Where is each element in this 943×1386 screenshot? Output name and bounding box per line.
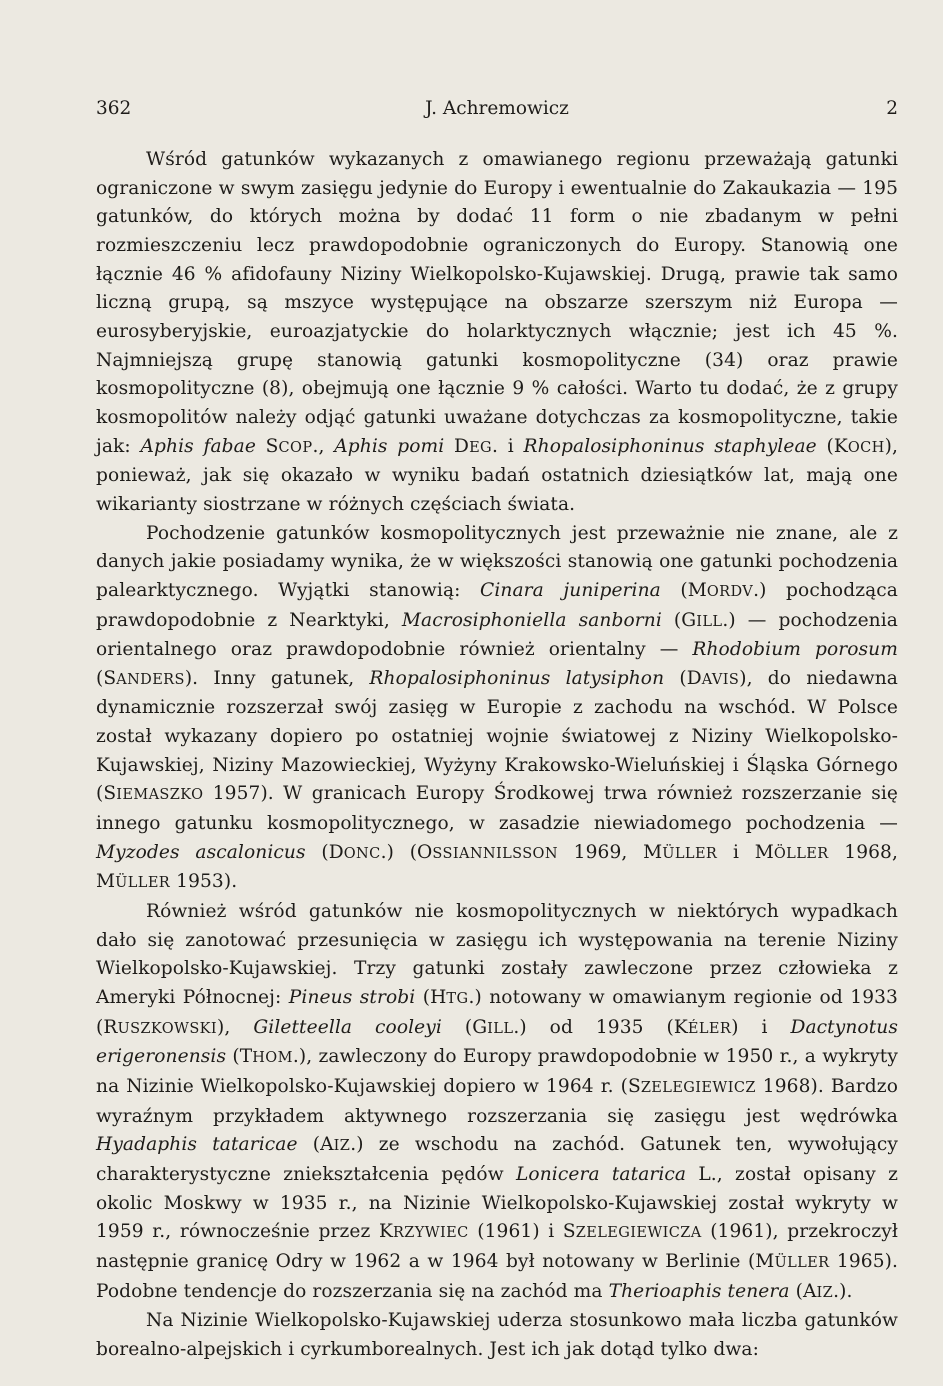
- species-name: Rhopalosiphoninus staphyleae: [523, 435, 817, 457]
- author-name: ONC: [343, 845, 381, 862]
- species-name: Rhodobium porosum: [692, 639, 898, 661]
- text-run: . i: [492, 435, 524, 457]
- species-name: Pineus strobi: [288, 987, 416, 1009]
- author-name: AVIS: [701, 671, 740, 688]
- author-name: HOM: [252, 1050, 293, 1067]
- species-name: Aphis pomi: [334, 435, 445, 457]
- species-name: Giletteella cooleyi: [253, 1016, 442, 1038]
- text-run: Pochodzenie gatunków kosmopolitycznych jest przeważnie nie znane, ale z danych jakie posiadamy wynika, że w większości stanowią one gatunki pochodzenia palearktycznego. Wyjątki stanowią:: [96, 522, 898, 601]
- text-run: Na Nizinie Wielkopolsko-Kujawskiej uderza stosunkowo mała liczba gatunków borealno-alpejskich i cyrkumborealnych. Jest ich jak dotąd tylko dwa:: [96, 1310, 898, 1360]
- author-name: ÜLLER: [774, 1254, 830, 1271]
- text-run: .) notowany w omawianym regionie od 1933 (R: [96, 987, 898, 1038]
- text-run: .,: [312, 435, 335, 457]
- paragraph: [96, 898, 898, 1307]
- text-run: (1961) i S: [468, 1221, 576, 1243]
- author-name: ÉLER: [687, 1020, 732, 1037]
- body-text: [96, 146, 898, 1365]
- text-run: (A: [297, 1134, 334, 1156]
- text-run: (1961), przekroczył następnie granicę Odry w 1962 a w 1964 był notowany w Berlinie (M: [96, 1221, 899, 1272]
- author-name: ANDERS: [116, 671, 185, 688]
- author-name: RZYWIEC: [392, 1225, 469, 1242]
- text-run: ), do niedawna dynamicznie rozszerzał swój zasięg w Europie z zachodu na wschód. W Polsce został wykazany dopiero po ostatniej wojnie światowej z Niziny Wielkopolsko-Kujawskiej, Niziny Mazowieckiej, Wyżyny Krakowsko-Wieluńskiej i Śląska Górnego (S: [96, 667, 898, 805]
- text-run: (D: [305, 841, 344, 863]
- text-run: (G: [661, 609, 697, 631]
- author-name: ORDV: [706, 583, 754, 600]
- species-name: Rhopalosiphoninus latysiphon: [369, 667, 665, 689]
- text-run: ), ponieważ, jak się okazało w wyniku badań ostatnich dziesiątków lat, mają one wikarianty siostrzane w różnych częściach świata.: [96, 435, 899, 515]
- text-run: .), zawleczony do Europy prawdopodobnie w 1950 r., a wykryty na Nizinie Wielkopolsko-Kujawskiej dopiero w 1964 r. (S: [96, 1046, 898, 1097]
- text-run: (T: [226, 1046, 253, 1068]
- author-name: ZELEGIEWICZ: [640, 1080, 756, 1096]
- text-run: L., został opisany z okolic Moskwy w 1935 r., na Nizinie Wielkopolsko-Kujawskiej został wykryty w 1959 r., równocześnie przez K: [96, 1163, 898, 1243]
- author-name: ZELEGIEWICZA: [575, 1225, 702, 1242]
- author-name: COP: [278, 439, 313, 456]
- text-run: S: [255, 435, 279, 457]
- text-run: 1953).: [170, 871, 238, 893]
- page-number: 362: [96, 98, 132, 119]
- text-run: 1968, M: [96, 841, 899, 893]
- text-run: (M: [660, 579, 707, 601]
- paragraph: [96, 520, 898, 899]
- text-run: ),: [217, 1016, 254, 1038]
- text-run: Wśród gatunków wykazanych z omawianego regionu przeważają gatunki ograniczone w swym zasięgu jedynie do Europy i ewentualnie do Zakaukazia — 195 gatunków, do których można by dodać 11 form o nie zbadanym w pełni rozmieszczeniu lecz prawdopodobnie ograniczonych do Europy. Stanowią one łącznie 46 % afidofauny Niziny Wielkopolsko-Kujawskiej. Drugą, prawie tak samo liczną grupą, są mszyce występujące na obszarze szerszym niż Europa — eurosyberyjskie, euroazjatyckie do holarktycznych włącznie; jest ich 45 %. Najmniejszą grupę stanowią gatunki kosmopolityczne (34) oraz prawie kosmopolityczne (8), obejmują one łącznie 9 % całości. Warto tu dodać, że z grupy kosmopolitów należy odjąć gatunki uważane dotychczas za kosmopolityczne, takie jak:: [96, 149, 898, 457]
- author-name: ÜLLER: [662, 845, 718, 862]
- species-name: Cinara juniperina: [480, 579, 661, 601]
- author-name: SSIANNILSSON: [432, 845, 558, 862]
- author-name: ÖLLER: [773, 845, 829, 862]
- text-run: i M: [717, 841, 774, 863]
- species-name: Macrosiphoniella sanborni: [401, 609, 662, 631]
- author-name: OCH: [847, 439, 885, 456]
- text-run: (H: [415, 987, 447, 1009]
- author-name: IEMASZKO: [116, 787, 204, 804]
- text-run: .) pochodząca prawdopodobnie z Nearktyki,: [96, 579, 898, 631]
- text-run: .) — pochodzenia orientalnego oraz prawdopodobnie również orientalny —: [96, 609, 898, 661]
- text-run: (K: [816, 435, 848, 457]
- text-run: .) (O: [380, 841, 433, 863]
- author-name: USZKOWSKI: [117, 1020, 218, 1037]
- text-run: .) ze wschodu na zachód. Gatunek ten, wywołujący charakterystyczne zniekształcenia pędów: [96, 1134, 898, 1185]
- text-run: .).: [833, 1280, 853, 1302]
- species-name: Lonicera tatarica: [515, 1163, 687, 1185]
- paragraph: [96, 1307, 898, 1364]
- species-name: Therioaphis tenera: [608, 1280, 790, 1302]
- running-title: J. Achremowicz: [425, 98, 569, 119]
- text-run: ). Inny gatunek,: [184, 667, 370, 689]
- author-name: ILL: [696, 613, 723, 630]
- text-run: (A: [789, 1280, 817, 1302]
- text-run: .) od 1935 (K: [513, 1016, 688, 1038]
- species-name: Aphis fabae: [140, 435, 256, 457]
- text-run: Również wśród gatunków nie kosmopolitycznych w niektórych wypadkach dało się zanotować przesunięcia w zasięgu ich występowania na terenie Niziny Wielkopolsko-Kujawskiej. Trzy gatunki zostały zawleczone przez człowieka z Ameryki Północnej:: [96, 901, 898, 1009]
- page-header: [96, 94, 898, 124]
- text-run: (D: [664, 667, 702, 689]
- text-run: (G: [441, 1016, 488, 1038]
- author-name: IZ: [333, 1138, 351, 1155]
- species-name: Dactynotus erigeronensis: [96, 1016, 898, 1068]
- author-name: EG: [469, 439, 493, 456]
- text-run: (S: [96, 667, 117, 689]
- text-run: 1957). W granicach Europy Środkowej trwa również rozszerzanie się innego gatunku kosmopolitycznego, w zasadzie niewiadomego pochodzenia —: [96, 783, 898, 835]
- author-name: ÜLLER: [115, 875, 171, 892]
- author-name: ILL: [487, 1020, 514, 1037]
- species-name: Myzodes ascalonicus: [96, 841, 306, 863]
- text-run: 1965). Podobne tendencje do rozszerzania się na zachód ma: [96, 1250, 898, 1302]
- text-run: 1969, M: [557, 841, 663, 863]
- author-name: IZ: [816, 1284, 834, 1301]
- text-run: D: [444, 435, 470, 457]
- author-name: TG: [446, 991, 469, 1008]
- species-name: Hyadaphis tataricae: [96, 1134, 298, 1156]
- text-run: 1968). Bardzo wyraźnym przykładem aktywnego rozszerzania się zasięgu jest wędrówka: [96, 1076, 898, 1127]
- text-run: ) i: [731, 1016, 791, 1038]
- section-number: 2: [886, 98, 898, 119]
- paragraph: [96, 146, 898, 520]
